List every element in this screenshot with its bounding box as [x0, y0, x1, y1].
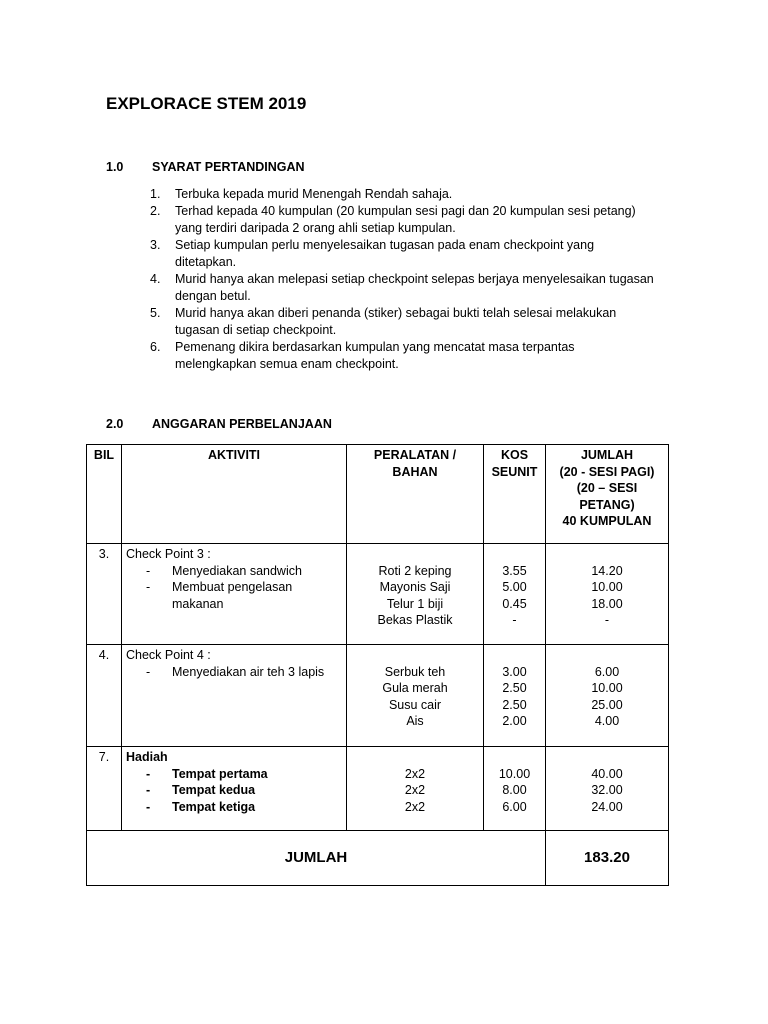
item-value: Mayonis Saji [379, 580, 451, 594]
unit-cost-value: 2.50 [502, 697, 527, 712]
rule-number: 1. [150, 187, 161, 201]
total-line-value: 14.20 [591, 563, 623, 578]
total-line-value: 32.00 [591, 783, 623, 797]
rule-text-line: melengkapkan semua enam checkpoint. [175, 357, 399, 371]
activity-list [126, 664, 342, 681]
activity-title: Check Point 4 : [126, 648, 211, 662]
total-line-value: 24.00 [591, 799, 623, 814]
rule-text-line: Murid hanya akan melepasi setiap checkpoint selepas berjaya menyelesaikan tugasan [175, 272, 654, 286]
rule-text-line: ditetapkan. [175, 255, 237, 269]
rule-item [150, 186, 690, 203]
item-value: Roti 2 keping [378, 563, 452, 578]
total-line-value: 10.00 [591, 580, 623, 594]
header-jumlah-line: 40 KUMPULAN [562, 514, 652, 528]
header-peralatan-line: BAHAN [392, 464, 438, 479]
activity-item [146, 579, 342, 612]
unit-cost-value: 10.00 [498, 766, 531, 781]
unit-cost-value: 0.45 [502, 596, 527, 611]
activity-title: Check Point 3 : [126, 547, 211, 561]
row-jumlah [546, 645, 669, 747]
rule-text-line: dengan betul. [175, 289, 251, 303]
activity-text: Tempat pertama [172, 766, 268, 781]
activity-dash: - [146, 783, 151, 797]
row-kos [484, 645, 546, 747]
item-value: 2x2 [404, 766, 426, 781]
rule-text-line: Terbuka kepada murid Menengah Rendah sahaja. [175, 187, 453, 201]
header-peralatan [347, 445, 484, 544]
activity-list [126, 563, 342, 613]
header-jumlah-line: (20 – SESI [576, 481, 638, 495]
item-value: 2x2 [404, 799, 426, 814]
activity-dash: - [146, 799, 151, 814]
cell-spacer [488, 749, 541, 766]
header-jumlah-line: JUMLAH [580, 448, 634, 462]
cell-spacer [488, 647, 541, 664]
rule-item [150, 271, 690, 305]
section-1-number: 1.0 [106, 160, 124, 174]
header-aktiviti: AKTIVITI [122, 445, 347, 544]
row-peralatan [347, 645, 484, 747]
item-value: Telur 1 biji [386, 596, 444, 611]
item-value: Bekas Plastik [377, 613, 453, 627]
activity-item [146, 664, 342, 681]
cell-spacer [351, 749, 479, 766]
activity-text: Tempat ketiga [172, 799, 256, 814]
rule-number: 4. [150, 272, 161, 286]
activity-item [146, 782, 342, 799]
section-2-heading [106, 417, 332, 431]
rules-list [150, 186, 690, 373]
rule-text-line: Terhad kepada 40 kumpulan (20 kumpulan sesi pagi dan 20 kumpulan sesi petang) [175, 204, 636, 218]
item-value: Gula merah [382, 681, 448, 695]
document-title: EXPLORACE STEM 2019 [106, 94, 307, 113]
rule-text-line: Murid hanya akan diberi penanda (stiker) sebagai bukti telah selesai melakukan [175, 306, 617, 320]
rule-item [150, 237, 690, 271]
budget-row [87, 544, 669, 645]
total-line-value: - [604, 613, 610, 627]
activity-text: Menyediakan sandwich [172, 563, 302, 578]
total-line-value: 25.00 [591, 697, 623, 712]
cell-spacer [351, 647, 479, 664]
header-bil: BIL [87, 445, 122, 544]
activity-dash: - [146, 580, 151, 594]
total-line-value: 4.00 [594, 714, 620, 728]
row-kos [484, 544, 546, 645]
row-bil: 4. [87, 645, 122, 747]
unit-cost-value: - [512, 613, 517, 627]
rule-item [150, 203, 690, 237]
unit-cost-value: 3.55 [502, 563, 527, 578]
row-bil: 3. [87, 544, 122, 645]
budget-total-row [87, 831, 669, 886]
row-peralatan [347, 544, 484, 645]
header-peralatan-line: PERALATAN / [373, 448, 457, 462]
unit-cost-value: 8.00 [502, 783, 527, 797]
header-jumlah-line: (20 - SESI PAGI) [559, 464, 655, 479]
cell-spacer [550, 647, 664, 664]
activity-list [126, 766, 342, 816]
rule-number: 6. [150, 340, 161, 354]
total-label: JUMLAH [87, 831, 546, 886]
header-kos-line: SEUNIT [491, 464, 538, 479]
section-2-title: ANGGARAN PERBELANJAAN [152, 417, 332, 431]
row-aktiviti [122, 645, 347, 747]
row-jumlah [546, 747, 669, 831]
total-value: 183.20 [546, 831, 669, 886]
rule-number: 3. [150, 238, 161, 252]
row-aktiviti [122, 544, 347, 645]
activity-item [146, 766, 342, 783]
header-kos [484, 445, 546, 544]
item-value: Ais [406, 714, 424, 728]
activity-item [146, 799, 342, 816]
section-1-title: SYARAT PERTANDINGAN [152, 160, 305, 174]
section-1-heading [106, 160, 305, 174]
section-2-number: 2.0 [106, 417, 124, 431]
rule-text-line: Pemenang dikira berdasarkan kumpulan yang mencatat masa terpantas [175, 340, 575, 354]
rule-item [150, 305, 690, 339]
rule-number: 5. [150, 306, 161, 320]
rule-item [150, 339, 690, 373]
activity-dash: - [146, 563, 151, 578]
activity-text: Membuat pengelasan [172, 580, 293, 594]
row-aktiviti [122, 747, 347, 831]
header-jumlah [546, 445, 669, 544]
cell-spacer [488, 546, 541, 563]
activity-text: makanan [172, 596, 224, 611]
budget-table [86, 444, 669, 886]
row-kos [484, 747, 546, 831]
activity-dash: - [146, 766, 151, 781]
cell-spacer [550, 749, 664, 766]
cell-spacer [351, 546, 479, 563]
unit-cost-value: 5.00 [502, 580, 527, 594]
item-value: Serbuk teh [384, 664, 446, 679]
total-line-value: 40.00 [591, 766, 623, 781]
activity-text: Tempat kedua [172, 783, 256, 797]
rule-text-line: Setiap kumpulan perlu menyelesaikan tugasan pada enam checkpoint yang [175, 238, 595, 252]
budget-body [87, 544, 669, 831]
header-kos-line: KOS [500, 448, 529, 462]
total-line-value: 10.00 [591, 681, 623, 695]
unit-cost-value: 6.00 [502, 799, 527, 814]
activity-dash: - [146, 664, 151, 679]
cell-spacer [550, 546, 664, 563]
rule-number: 2. [150, 204, 161, 218]
rule-text-line: tugasan di setiap checkpoint. [175, 323, 337, 337]
total-line-value: 6.00 [594, 664, 620, 679]
row-peralatan [347, 747, 484, 831]
item-value: Susu cair [388, 697, 442, 712]
row-bil: 7. [87, 747, 122, 831]
budget-row [87, 645, 669, 747]
unit-cost-value: 2.00 [502, 714, 527, 728]
total-line-value: 18.00 [591, 596, 623, 611]
rule-text-line: yang terdiri daripada 2 orang ahli setiap kumpulan. [175, 221, 456, 235]
row-jumlah [546, 544, 669, 645]
header-jumlah-line: PETANG) [579, 497, 635, 512]
activity-item [146, 563, 342, 580]
budget-row [87, 747, 669, 831]
budget-header-row [87, 445, 669, 544]
activity-title: Hadiah [126, 750, 168, 764]
activity-text: Menyediakan air teh 3 lapis [172, 664, 325, 679]
unit-cost-value: 3.00 [502, 664, 527, 679]
item-value: 2x2 [404, 783, 426, 797]
unit-cost-value: 2.50 [502, 681, 527, 695]
